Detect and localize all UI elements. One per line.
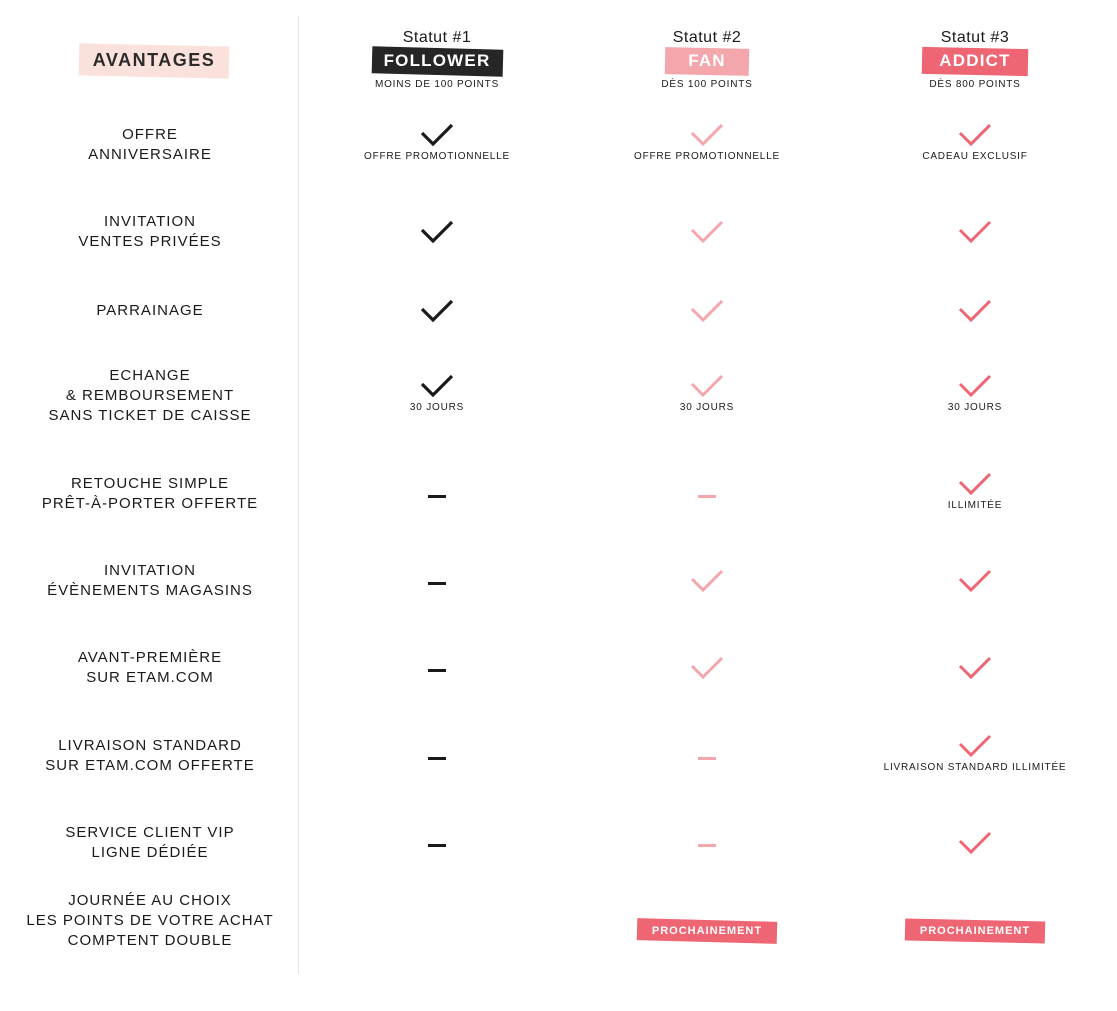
check-icon: [419, 372, 455, 400]
row-label: [20, 474, 280, 514]
benefit-note: OFFRE PROMOTIONNELLE: [363, 151, 510, 162]
row-label: [20, 823, 280, 863]
benefit-note: CADEAU EXCLUSIF: [922, 151, 1028, 162]
check-icon: [419, 121, 455, 149]
row-label-line: ANNIVERSAIRE: [88, 146, 212, 163]
row-label: [20, 301, 280, 321]
dash-icon: [428, 757, 446, 760]
benefit-note: ILLIMITÉE: [947, 500, 1003, 511]
check-icon: [957, 654, 993, 682]
row-label-line: PRÊT-À-PORTER OFFERTE: [41, 495, 259, 512]
benefit-note: 30 JOURS: [409, 402, 465, 413]
dash-icon: [698, 757, 716, 760]
row-label: [20, 212, 280, 252]
row-label: [20, 648, 280, 688]
tier-statut: Statut #3: [940, 29, 1010, 46]
row-label: [20, 561, 280, 601]
row-label-line: ECHANGE: [109, 367, 191, 384]
row-label-line: LIGNE DÉDIÉE: [91, 844, 209, 861]
tier-points: DÈS 100 POINTS: [661, 79, 753, 90]
row-label-line: RETOUCHE SIMPLE: [70, 475, 230, 492]
tier-name: FAN: [688, 51, 726, 70]
row-label: [20, 891, 280, 951]
check-icon: [957, 218, 993, 246]
benefit-note: LIVRAISON STANDARD ILLIMITÉE: [883, 762, 1067, 773]
check-icon: [957, 121, 993, 149]
tier-points: MOINS DE 100 POINTS: [374, 79, 500, 90]
tier-name: FOLLOWER: [383, 51, 491, 70]
row-label-line: SUR ETAM.COM OFFERTE: [45, 757, 255, 774]
row-label-line: LES POINTS DE VOTRE ACHAT: [26, 912, 274, 929]
row-label-line: & REMBOURSEMENT: [65, 387, 235, 404]
tier-statut: Statut #1: [402, 29, 472, 46]
check-icon: [957, 470, 993, 498]
row-label-line: OFFRE: [122, 126, 178, 143]
coming-soon-label: PROCHAINEMENT: [651, 925, 763, 937]
dash-icon: [698, 495, 716, 498]
check-icon: [689, 297, 725, 325]
check-icon: [689, 567, 725, 595]
benefit-note: OFFRE PROMOTIONNELLE: [633, 151, 780, 162]
dash-icon: [428, 844, 446, 847]
row-label: [20, 736, 280, 776]
row-label-line: LIVRAISON STANDARD: [58, 737, 242, 754]
row-label-line: SANS TICKET DE CAISSE: [48, 407, 252, 424]
row-label-line: SUR ETAM.COM: [86, 669, 214, 686]
check-icon: [689, 218, 725, 246]
check-icon: [957, 829, 993, 857]
dash-icon: [428, 669, 446, 672]
row-label-line: PARRAINAGE: [96, 302, 204, 319]
check-icon: [957, 297, 993, 325]
row-label: [20, 125, 280, 165]
check-icon: [689, 654, 725, 682]
row-label-line: INVITATION: [104, 213, 196, 230]
row-label-line: AVANT-PREMIÈRE: [77, 649, 223, 666]
row-label-line: ÉVÈNEMENTS MAGASINS: [47, 582, 253, 599]
tier-points: DÈS 800 POINTS: [929, 79, 1021, 90]
dash-icon: [698, 844, 716, 847]
row-label-line: INVITATION: [104, 562, 196, 579]
check-icon: [957, 732, 993, 760]
tier-name: ADDICT: [939, 51, 1011, 70]
dash-icon: [428, 582, 446, 585]
avantages-label: AVANTAGES: [92, 50, 216, 70]
row-label-line: SERVICE CLIENT VIP: [65, 824, 235, 841]
benefit-note: 30 JOURS: [679, 402, 735, 413]
check-icon: [689, 372, 725, 400]
row-label-line: JOURNÉE AU CHOIX: [68, 892, 232, 909]
coming-soon-label: PROCHAINEMENT: [919, 925, 1031, 937]
check-icon: [419, 218, 455, 246]
check-icon: [419, 297, 455, 325]
check-icon: [957, 567, 993, 595]
tier-statut: Statut #2: [672, 29, 742, 46]
check-icon: [689, 121, 725, 149]
benefit-note: 30 JOURS: [947, 402, 1003, 413]
row-label: [20, 366, 280, 426]
row-label-line: VENTES PRIVÉES: [78, 233, 222, 250]
dash-icon: [428, 495, 446, 498]
row-label-line: COMPTENT DOUBLE: [67, 932, 233, 949]
check-icon: [957, 372, 993, 400]
divider: [298, 16, 299, 974]
